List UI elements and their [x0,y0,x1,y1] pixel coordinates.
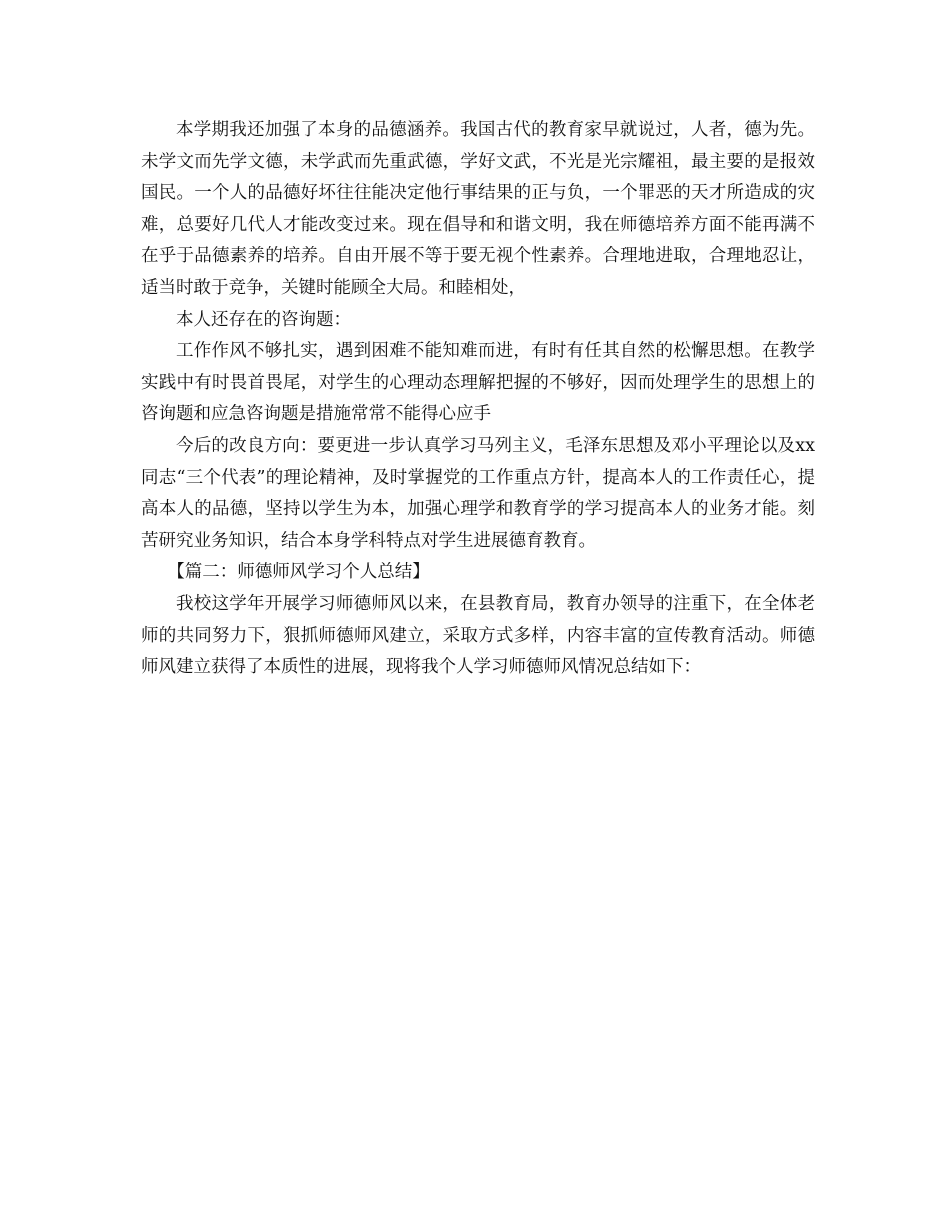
document-page [141,115,815,684]
paragraph-improvement: 今后的改良方向：要更进一步认真学习马列主义，毛泽东思想及邓小平理论以及xx同志“三个代表”的理论精神，及时掌握党的工作重点方针，提高本人的工作责任心，提高本人的品德，坚持以学生为本，加强心理学和教育学的学习提高本人的业务才能。刻苦研究业务知识，结合本身学科特点对学生进展德育教育。 [141,435,815,551]
section-heading: 【篇二：师德师风学习个人总结】 [167,562,430,583]
paragraph-summary-intro: 我校这学年开展学习师德师风以来，在县教育局，教育办领导的注重下，在全体老师的共同努力下，狠抓师德师风建立，采取方式多样，内容丰富的宣传教育活动。师德师风建立获得了本质性的进展，现将我个人学习师德师风情况总结如下： [141,593,815,678]
paragraph-problems-heading: 本人还存在的咨询题： [176,309,351,330]
paragraph-moral-cultivation: 本学期我还加强了本身的品德涵养。我国古代的教育家早就说过，人者，德为先。未学文而先学文德，未学武而先重武德，学好文武，不光是光宗耀祖，最主要的是报效国民。一个人的品德好坏往往能决定他行事结果的正与负，一个罪恶的天才所造成的灾难，总要好几代人才能改变过来。现在倡导和和谐文明，我在师德培养方面不能再满不在乎于品德素养的培养。自由开展不等于要无视个性素养。合理地进取，合理地忍让，适当时敢于竞争，关键时能顾全大局。和睦相处， [141,120,815,298]
paragraph-problems: 工作作风不够扎实，遇到困难不能知难而进，有时有任其自然的松懈思想。在教学实践中有时畏首畏尾，对学生的心理动态理解把握的不够好，因而处理学生的思想上的咨询题和应急咨询题是措施常常不能得心应手 [141,341,815,425]
